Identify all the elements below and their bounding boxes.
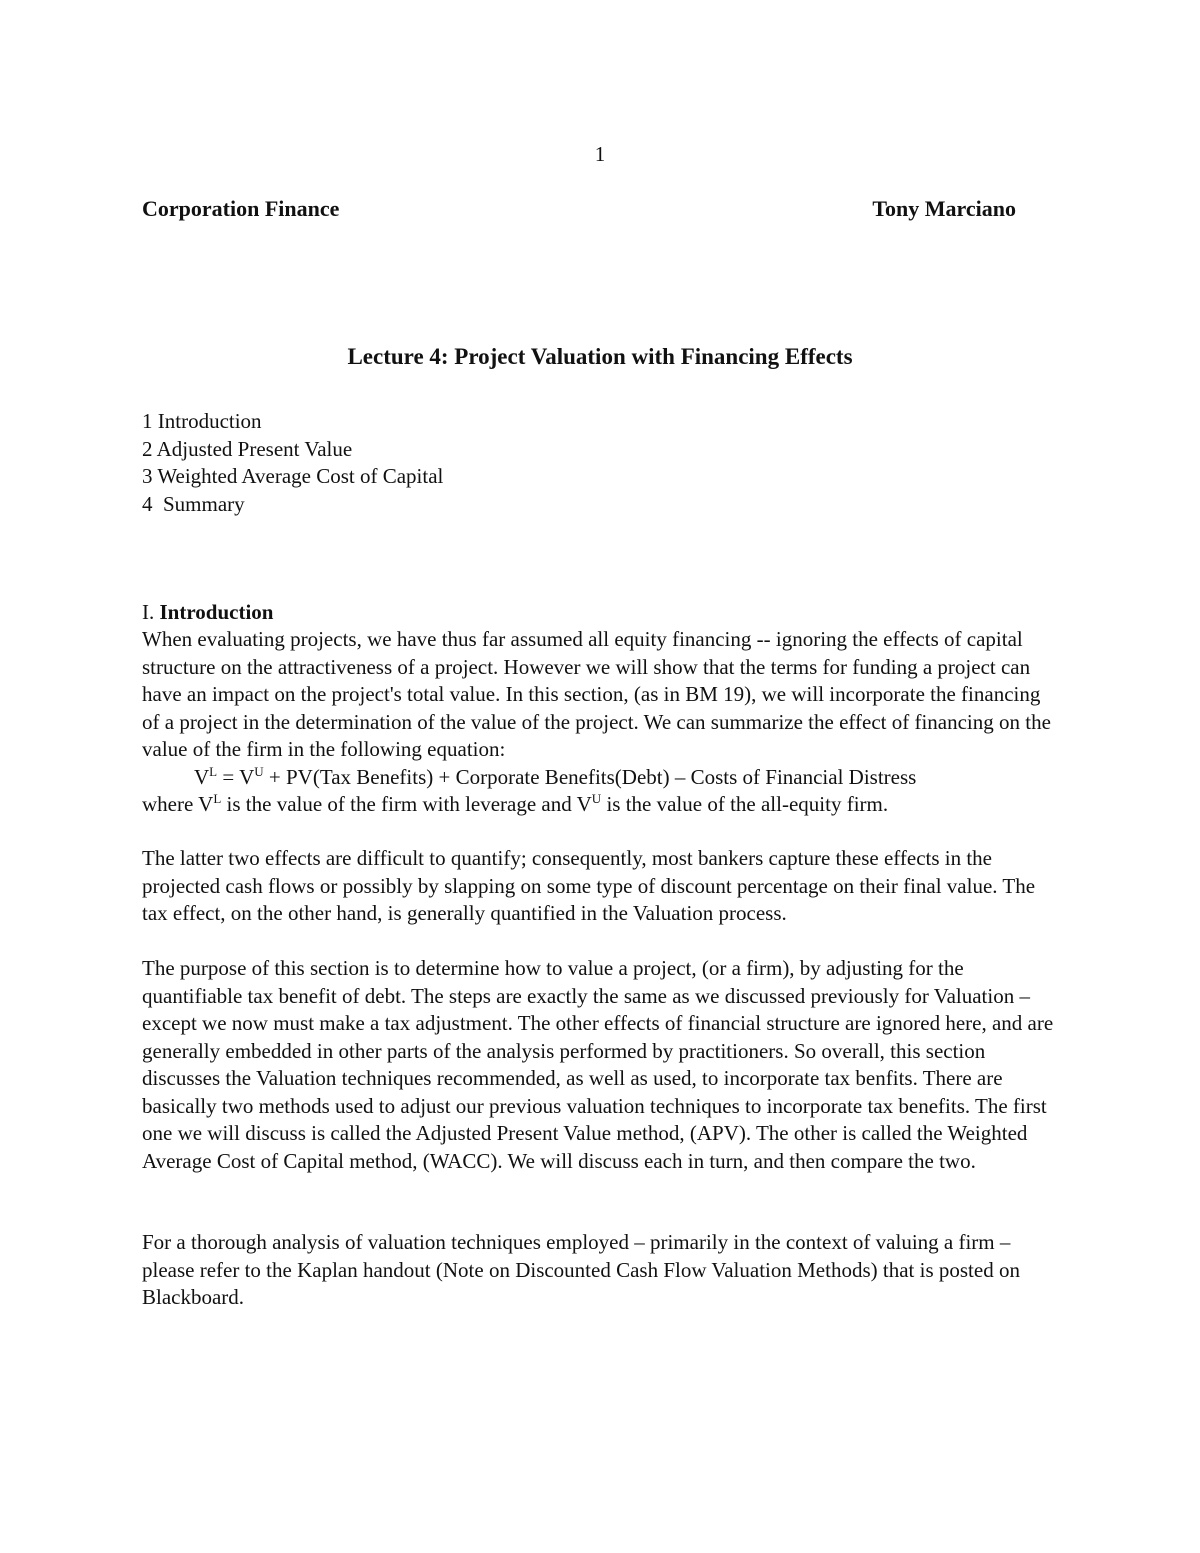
section-title: Introduction xyxy=(159,600,274,624)
paragraph-2: The latter two effects are difficult to quantify; consequently, most bankers capture these effects in the projected cash flows or possibly by slapping on some type of discount percentage on their final value. The tax effect, on the other hand, is generally quantified in the Valuation process. xyxy=(142,846,1036,925)
toc-item: 1 Introduction xyxy=(142,409,262,433)
section-heading xyxy=(142,599,1062,627)
toc-item: 3 Weighted Average Cost of Capital xyxy=(142,464,444,488)
author-name: Tony Marciano xyxy=(872,196,1016,221)
equation-sup-l: L xyxy=(209,763,218,779)
where-w3: is the value of the all-equity firm. xyxy=(601,792,889,816)
value-equation xyxy=(142,764,1062,792)
where-sup-l: L xyxy=(213,791,222,806)
document-header xyxy=(142,196,1016,222)
table-of-contents xyxy=(142,408,443,518)
equation-rest: + PV(Tax Benefits) + Corporate Benefits(Debt) – Costs of Financial Distress xyxy=(263,764,917,789)
equation-v: V xyxy=(194,764,210,789)
intro-paragraph xyxy=(142,626,1062,819)
where-w2: is the value of the firm with leverage and V xyxy=(221,792,592,816)
section-numeral: I. xyxy=(142,600,160,624)
paragraph-3: The purpose of this section is to determine how to value a project, (or a firm), by adjusting for the quantifiable tax benefit of debt. The steps are exactly the same as we discussed previously for Valuation – except we now must make a tax adjustment. The other effects of financial structure are ignored here, and are generally embedded in other parts of the analysis performed by practitioners. So overall, this section discusses the Valuation techniques recommended, as well as used, to incorporate tax benfits. There are basically two methods used to adjust our previous valuation techniques to incorporate tax benefits. The first one we will discuss is called the Adjusted Present Value method, (APV). The other is called the Weighted Average Cost of Capital method, (WACC). We will discuss each in turn, and then compare the two. xyxy=(142,956,1054,1173)
course-name: Corporation Finance xyxy=(142,196,340,221)
equation-eq: = V xyxy=(217,764,255,789)
intro-text: When evaluating projects, we have thus far assumed all equity financing -- ignoring the effects of capital structure on the attractiveness of a project. However we will show that the terms for funding a project can have an impact on the project's total value. In this section, (as in BM 19), we will incorporate the financing of a project in the determination of the value of the project. We can summarize the effect of financing on the value of the firm in the following equation: xyxy=(142,627,1051,761)
lecture-title: Lecture 4: Project Valuation with Financing Effects xyxy=(347,344,853,369)
toc-item: 2 Adjusted Present Value xyxy=(142,436,353,461)
where-sup-u: U xyxy=(591,791,602,806)
toc-item: 4 Summary xyxy=(142,491,245,516)
paragraph-4: For a thorough analysis of valuation techniques employed – primarily in the context of valuing a firm – please refer to the Kaplan handout (Note on Discounted Cash Flow Valuation Methods) that is posted on Blackboard. xyxy=(142,1230,1020,1309)
where-w1: where V xyxy=(142,792,214,816)
page-number: 1 xyxy=(594,142,606,166)
equation-sup-u: U xyxy=(254,763,264,779)
